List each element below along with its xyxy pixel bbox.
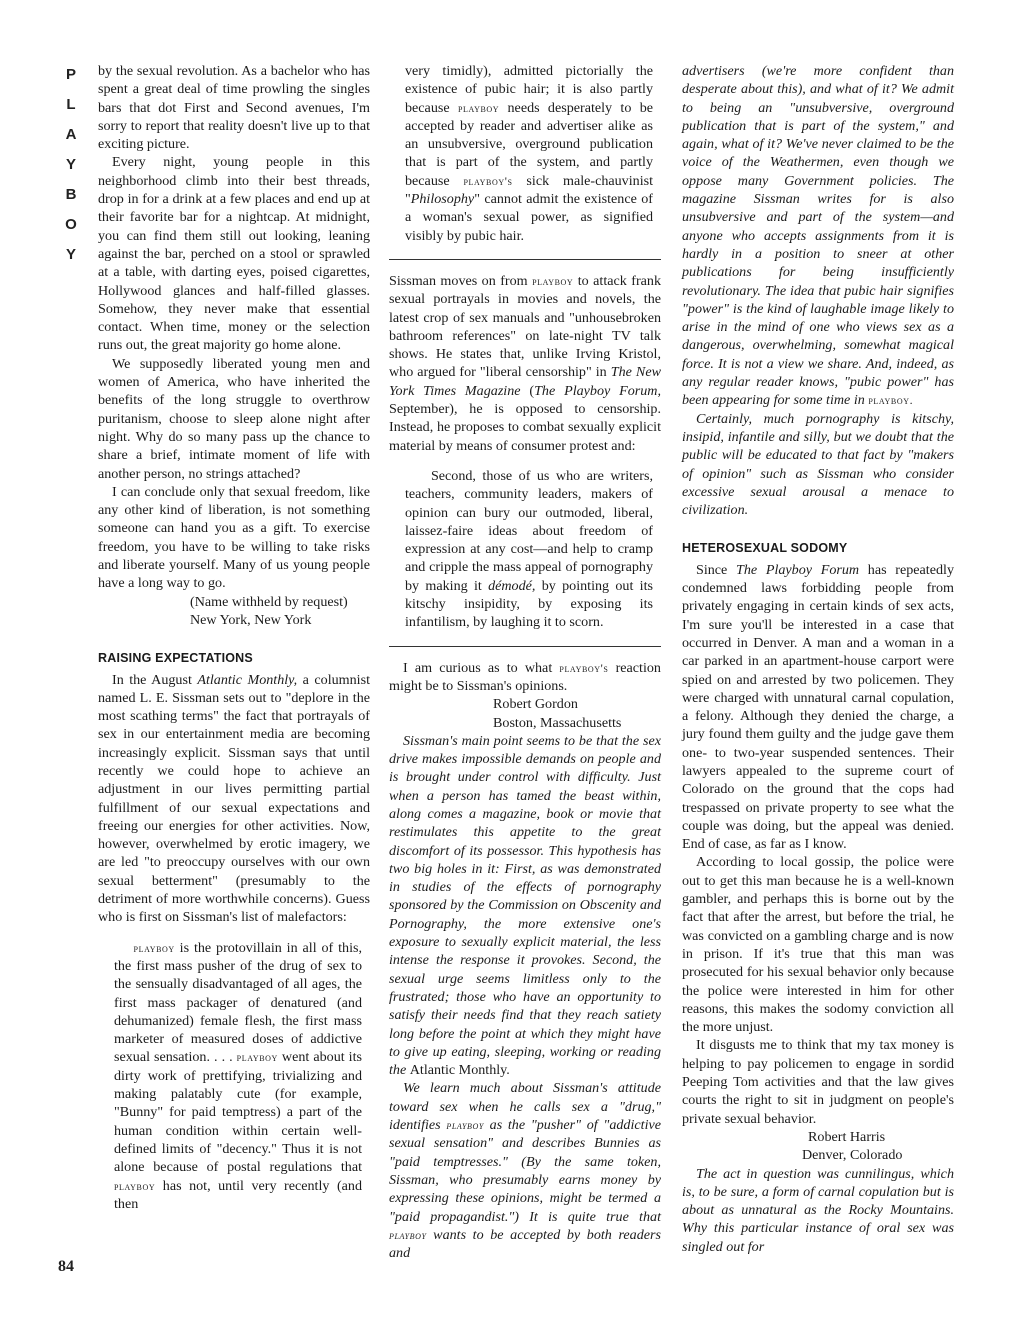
signature-name: Robert Gordon xyxy=(493,696,578,713)
editor-reply: Sissman's main point seems to be that the sex drive makes impossible demands on people and is brought under control with difficulty. Just when a person has tamed the beast within, along comes a magazine, book or movie that restimulates this appetite to the great discomfort of its possessor. This hypothesis has two big holes in it: First, as was demonstrated in studies of the effects of pornography sponsored by the Commission on Obscenity and Pornography, the more extensive one's exposure to sexually explicit material, the less intense the response it provokes. Second, the sexual urge seems limitless only to the frustrated; those who have an opportunity to satisfy their needs find that they reach satiety long before the point at which they might have to give up eating, sleeping, working or reading the Atlantic Monthly. xyxy=(389,732,661,1079)
masthead-letter: L xyxy=(66,96,76,113)
masthead-vertical xyxy=(58,60,84,270)
letter-paragraph: We supposedly liberated young men and women of America, who have inherited the benefits of the long struggle to overthrow puritanism, choose to sleep alone night after night. Why do so many pass up the chance to share a brief, intimate moment of life with another person, no strings attached? xyxy=(98,355,370,482)
letter-signature xyxy=(98,593,370,630)
signature-location: New York, New York xyxy=(190,611,312,628)
block-quote: Second, those of us who are writers, teachers, community leaders, makers of opinion can bury our outmoded, liberal, laissez-faire ideas about freedom of expression at any cost—and help to cramp and cripple the mass appeal of pornography by making it démodé, by pointing out its kitschy insipidity, by exposing its infantilism, by laughing it to scorn. xyxy=(405,467,654,631)
signature-location: Boston, Massachusetts xyxy=(493,714,622,731)
letter-signature xyxy=(682,1128,954,1165)
letter-paragraph: In the August Atlantic Monthly, a columnist named L. E. Sissman sets out to "deplore in the most scathing terms" the fact that portrayals of sex in our entertainment media are becoming increasingly explicit. Sissman says that until recently we could hope to achieve an adjustment in our lives permitting partial fulfillment of our sexual expectations and freeing our energies for other activities. Now, however, overwhelmed by erotic imagery, we are led "to preoccupy ourselves with our own sexual betterment" (presumably to the detriment of more worthwhile concerns). Guess who is first on Sissman's list of malefactors: xyxy=(98,671,370,926)
block-quote: playboy is the protovillain in all of this, the first mass pusher of the drug of sex to the sensually disadvantaged of all ages, the first mass packager of denatured (and dehumanized) female flesh, the first mass marketer of measured doses of addictive sexual sensation. . . . playboy went about its dirty work of prettifying, trivializing and making palatably cute (for example, "Bunny" for paid temptress) a part of the human condition within certain well-defined limits of "decency." Thus it is not alone because of postal regulations that playboy has not, until very recently (and then xyxy=(114,939,362,1212)
letter-paragraph: Every night, young people in this neighborhood climb into their best threads, drop in for a drink at a few places and end up at their favorite bar for a nightcap. At midnight, you can find them still out looking, leaning against the bar, perched on a stool or sprawled at a table, with darting eyes, poised cigarettes, Hollywood glances and half-filled glasses. Somehow, they never make that essential contact. When time, money or the selection runs out, the great majority go home alone. xyxy=(98,154,370,354)
letter-paragraph: I am curious as to what playboy's reaction might be to Sissman's opinions. xyxy=(389,659,661,694)
divider xyxy=(389,646,661,647)
masthead-letter: Y xyxy=(65,246,76,263)
section-heading: HETEROSEXUAL SODOMY xyxy=(682,541,848,556)
letter-paragraph: by the sexual revolution. As a bachelor who has spent a great deal of time prowling the singles bars that dot First and Second avenues, I'm sorry to report that reality doesn't live up to that exciting picture. xyxy=(98,63,370,153)
section-heading: RAISING EXPECTATIONS xyxy=(98,651,253,666)
editor-reply: advertisers (we're more confident than desperate about this), and what of it? We admit to being an "unsubversive, overground publication that is part of the system," and again, what of it? We've never claimed to be the voice of the Weathermen, even though we oppose many Government policies. The magazine Sissman writes for is also unsubversive and part of the system—and anyone who accepts assignments from it is hardly in a position to sneer at other publications for being insufficiently revolutionary. The idea that pubic hair signifies "power" is the kind of laughable image likely to arise in the mind of one who views sex as a dangerous, overwhelming, somewhat magical force. It is not a view we share. And, indeed, as any regular reader knows, "pubic power" has been appearing for some time in playboy. xyxy=(682,63,954,409)
masthead-letter: O xyxy=(65,216,77,233)
page-number: 84 xyxy=(58,1258,74,1275)
masthead-letter: B xyxy=(65,186,77,203)
masthead-letter: A xyxy=(65,126,77,143)
letter-signature xyxy=(389,695,661,732)
masthead-letter: P xyxy=(65,66,76,83)
editor-reply: The act in question was cunnilingus, which is, to be sure, a form of carnal copulation but is about as unnatural as the Rocky Mountains. Why this particular instance of oral sex was singled out for xyxy=(682,1165,954,1255)
editor-reply: We learn much about Sissman's attitude toward sex when he calls sex a "drug," identifies playboy as the "pusher" of "addictive sexual sensation" and describes Bunnies as "paid temptresses." (By the same token, Sissman, who presumably earns money by expressing these opinions, might be termed a "paid propagandist.") It is quite true that playboy wants to be accepted by both readers and xyxy=(389,1080,661,1262)
column-1 xyxy=(98,62,370,1213)
divider xyxy=(389,259,661,260)
letter-paragraph: Since The Playboy Forum has repeatedly condemned laws forbidding people from privately engaging in certain kinds of sex acts, I'm sure you'll be interested in a case that occurred in Denver. A man and a woman in a car parked in an apartment-house carport were spied on and arrested by two policemen. They were charged with unnatural carnal copulation, a felony. Although they denied the charge, a jury found them guilty and the judge gave them one- to two-year suspended sentences. Their lawyers appealed to the supreme court of Colorado on the ground that the cops had trespassed on private property to see what the couple was doing, but the appeal was denied. End of case, as far as I know. xyxy=(682,561,954,853)
block-quote: very timidly), admitted pictorially the existence of pubic hair; it is also partly because playboy needs desperately to be accepted by reader and advertiser alike as an unsubversive, overground publication that is part of the system, and partly because playboy's sick male-chauvinist "Philosophy" cannot admit the existence of a woman's sexual power, as signified visibly by pubic hair. xyxy=(405,63,654,244)
signature-name: (Name withheld by request) xyxy=(190,593,348,610)
column-2 xyxy=(389,62,661,1262)
signature-name: Robert Harris xyxy=(808,1128,886,1145)
letter-paragraph: Sissman moves on from playboy to attack frank sexual portrayals in movies and novels, the latest crop of sex manuals and "unhousebroken bathroom references" on late-night TV talk shows. He states that, unlike Irving Kristol, who argued for "liberal censorship" in The New York Times Magazine (The Playboy Forum, September), he is opposed to censorship. Instead, he proposes to combat sexually explicit material by means of consumer protest and: xyxy=(389,272,662,454)
column-3 xyxy=(682,62,954,1256)
editor-reply: Certainly, much pornography is kitschy, insipid, infantile and silly, but we doubt that the public will be educated to that fact by "makers of opinion" such as Sissman who consider excessive sexual arousal a menace to civilization. xyxy=(682,410,954,519)
letter-paragraph: I can conclude only that sexual freedom, like any other kind of liberation, is not something someone can hand you as a gift. To exercise freedom, you have to be willing to take risks and liberate yourself. Many of us young people have a long way to go. xyxy=(98,483,370,592)
signature-location: Denver, Colorado xyxy=(802,1147,903,1164)
masthead-letter: Y xyxy=(65,156,76,173)
letter-paragraph: According to local gossip, the police were out to get this man because he is a well-known gambler, and perhaps this is borne out by the fact that after the arrest, but before the trial, he was convicted on a gambling charge and is now in prison. If it's true that this man was prosecuted for his sexual behavior only because the police were interested in him for other reasons, this makes the sodomy conviction all the more unjust. xyxy=(682,854,954,1036)
letter-paragraph: It disgusts me to think that my tax money is helping to pay policemen to engage in sordid Peeping Tom activities and that the law gives courts the right to sit in judgment on people's private sexual behavior. xyxy=(682,1037,954,1127)
